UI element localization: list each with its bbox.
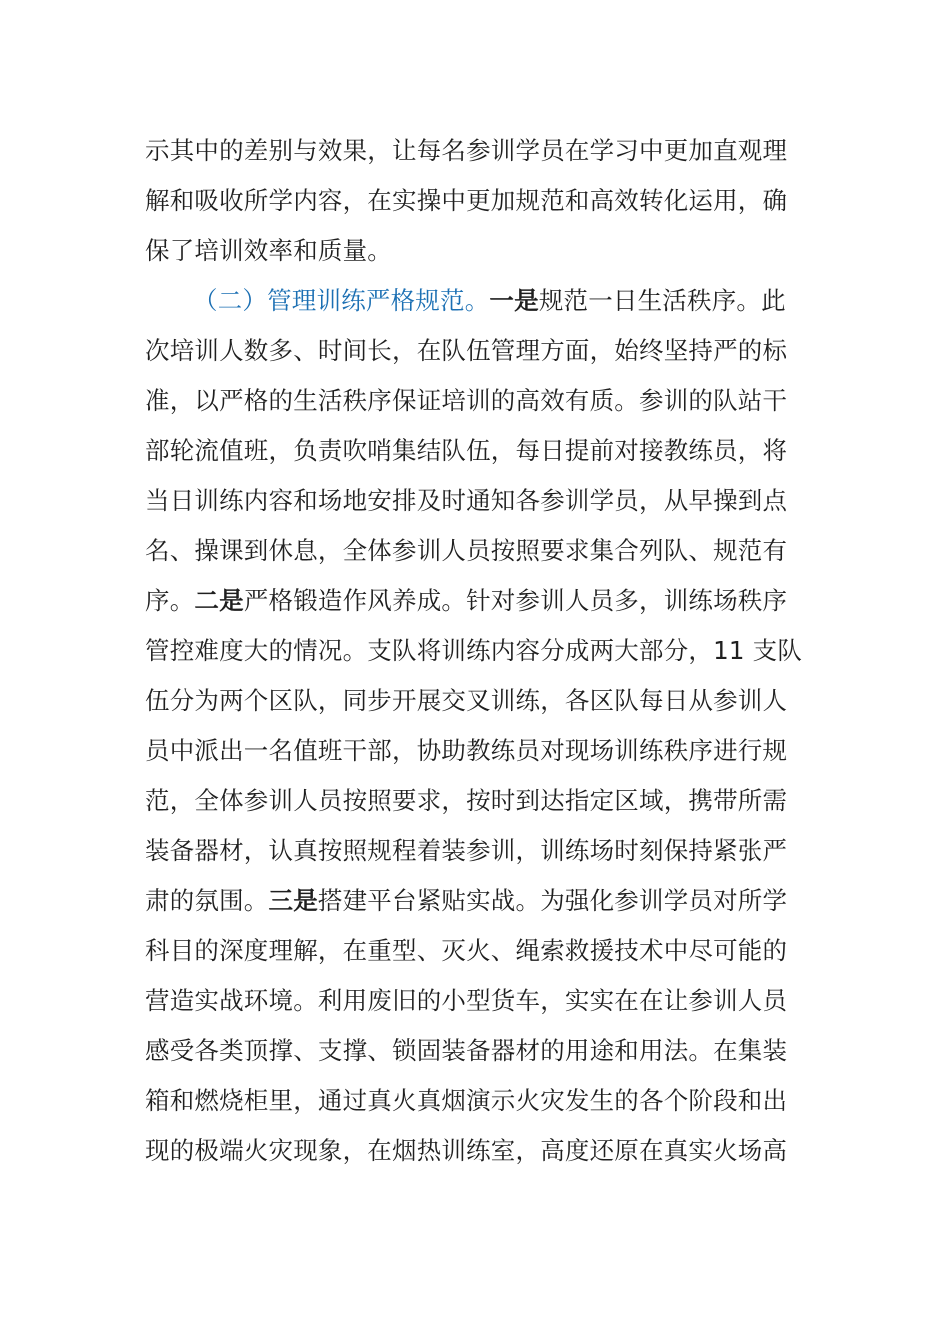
text-line-9: [145, 526, 805, 576]
text-line-14: [145, 776, 805, 826]
line-text-pre: 序。: [145, 586, 195, 615]
line-text-pre: 肃的氛围。: [145, 886, 269, 915]
line-text: 范，全体参训人员按照要求，按时到达指定区域，携带所需: [145, 786, 788, 815]
line-text: 次培训人数多、时间长，在队伍管理方面，始终坚持严的标: [145, 336, 788, 365]
line-text: 科目的深度理解，在重型、灭火、绳索救援技术中尽可能的: [145, 936, 788, 965]
bold-marker: 一是: [489, 286, 539, 315]
line-text: 伍分为两个区队，同步开展交叉训练，各区队每日从参训人: [145, 686, 788, 715]
line-text: 部轮流值班，负责吹哨集结队伍，每日提前对接教练员，将: [145, 436, 788, 465]
text-line-3: [145, 226, 805, 276]
text-line-1: [145, 126, 805, 176]
line-text: 当日训练内容和场地安排及时通知各参训学员，从早操到点: [145, 486, 788, 515]
text-line-8: [145, 476, 805, 526]
line-text: 营造实战环境。利用废旧的小型货车，实实在在让参训人员: [145, 986, 788, 1015]
line-text: 示其中的差别与效果，让每名参训学员在学习中更加直观理: [145, 136, 788, 165]
text-line-10: [145, 576, 805, 626]
text-line-11: [145, 626, 805, 676]
line-text: 装备器材，认真按照规程着装参训，训练场时刻保持紧张严: [145, 836, 788, 865]
line-text: 解和吸收所学内容，在实操中更加规范和高效转化运用，确: [145, 186, 788, 215]
bold-marker: 二是: [194, 586, 244, 615]
text-line-4: [193, 276, 853, 326]
text-line-16: [145, 876, 805, 926]
line-text: 名、操课到休息，全体参训人员按照要求集合列队、规范有: [145, 536, 788, 565]
text-line-17: [145, 926, 805, 976]
text-line-5: [145, 326, 805, 376]
text-line-6: [145, 376, 805, 426]
text-line-20: [145, 1076, 805, 1126]
text-line-2: [145, 176, 805, 226]
line-text: 规范一日生活秩序。此: [538, 286, 786, 315]
line-text: 箱和燃烧柜里，通过真火真烟演示火灾发生的各个阶段和出: [145, 1086, 788, 1115]
text-line-15: [145, 826, 805, 876]
line-text: 感受各类顶撑、支撑、锁固装备器材的用途和用法。在集装: [145, 1036, 788, 1065]
line-text: 搭建平台紧贴实战。为强化参训学员对所学: [317, 886, 788, 915]
text-line-13: [145, 726, 805, 776]
line-text: 保了培训效率和质量。: [145, 236, 392, 265]
text-line-18: [145, 976, 805, 1026]
text-line-12: [145, 676, 805, 726]
line-text: 管控难度大的情况。支队将训练内容分成两大部分，11 支队: [145, 636, 803, 665]
line-text: 员中派出一名值班干部，协助教练员对现场训练秩序进行规: [145, 736, 788, 765]
line-text: 准，以严格的生活秩序保证培训的高效有质。参训的队站干: [145, 386, 788, 415]
text-line-19: [145, 1026, 805, 1076]
text-line-21: [145, 1126, 805, 1176]
section-heading: （二）管理训练严格规范。: [193, 286, 490, 315]
line-text: 现的极端火灾现象，在烟热训练室，高度还原在真实火场高: [145, 1136, 788, 1165]
bold-marker: 三是: [268, 886, 318, 915]
text-line-7: [145, 426, 805, 476]
line-text: 严格锻造作风养成。针对参训人员多，训练场秩序: [243, 586, 788, 615]
